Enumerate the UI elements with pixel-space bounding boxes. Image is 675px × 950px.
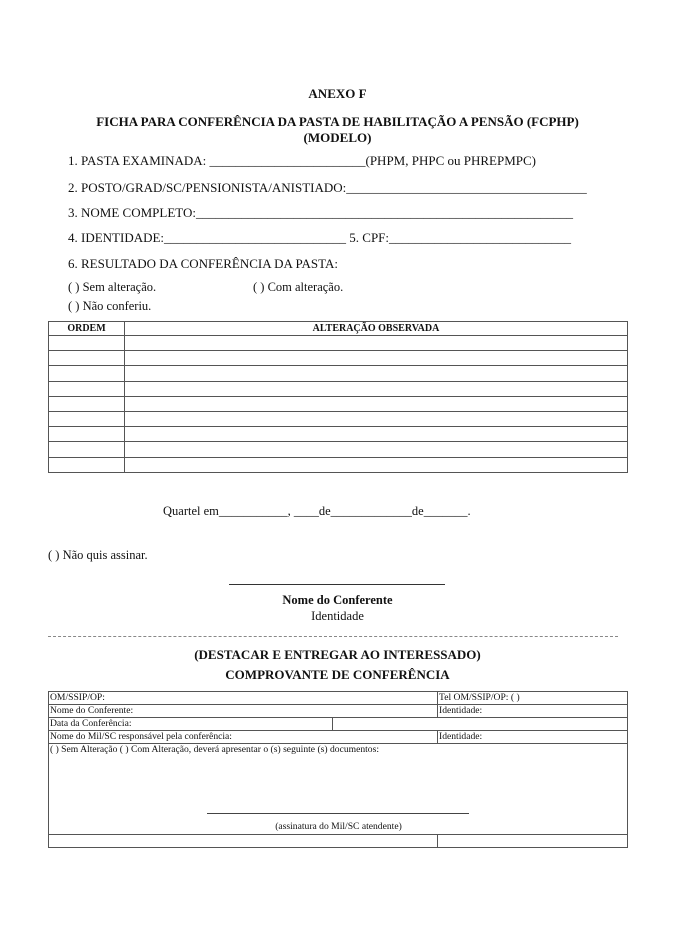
field-identidade-cpf: 4. IDENTIDADE:____________________________ 5. CPF:____________________________ <box>68 230 572 245</box>
alteracao-options: ( ) Sem Alteração ( ) Com Alteração, deverá apresentar o (s) seguinte (s) documentos: <box>50 744 379 755</box>
option-nao-conferiu: ( ) Não conferiu. <box>68 299 152 313</box>
table-row <box>49 351 628 366</box>
table-row <box>49 457 628 472</box>
quartel-date-line: Quartel em___________, ____de_____________de_______. <box>163 504 471 518</box>
cut-line <box>48 636 618 637</box>
header-ordem: ORDEM <box>49 322 125 336</box>
table-row <box>49 396 628 411</box>
signature-name: Nome do Conferente <box>282 593 393 607</box>
comprovante-title: COMPROVANTE DE CONFERÊNCIA <box>225 667 450 682</box>
table-header-row <box>49 322 628 336</box>
data-conferencia-label: Data da Conferência: <box>49 718 333 731</box>
table-row <box>49 744 628 835</box>
atendente-signature-line <box>207 813 469 814</box>
table-row <box>49 835 628 848</box>
option-com-alteracao: ( ) Com alteração. <box>253 280 344 294</box>
annex-title: ANEXO F <box>308 86 367 101</box>
identidade-label: Identidade: <box>438 731 628 744</box>
table-row <box>49 411 628 426</box>
table-row <box>49 336 628 351</box>
field-posto-grad: 2. POSTO/GRAD/SC/PENSIONISTA/ANISTIADO:_____________________________________ <box>68 180 587 195</box>
signature-identidade: Identidade <box>311 609 364 623</box>
option-sem-alteracao: ( ) Sem alteração. <box>68 280 157 294</box>
table-row <box>49 731 628 744</box>
nome-conferente-label: Nome do Conferente: <box>49 705 438 718</box>
table-row <box>49 705 628 718</box>
om-ssip-op-label: OM/SSIP/OP: <box>49 692 438 705</box>
table-row <box>49 442 628 457</box>
table-row <box>49 381 628 396</box>
tel-om-label: Tel OM/SSIP/OP: ( ) <box>438 692 628 705</box>
field-nome-completo: 3. NOME COMPLETO:__________________________________________________________ <box>68 205 573 220</box>
form-title: FICHA PARA CONFERÊNCIA DA PASTA DE HABILITAÇÃO A PENSÃO (FCPHP) <box>96 114 579 129</box>
nao-quis-assinar: ( ) Não quis assinar. <box>48 548 148 562</box>
table-row <box>49 366 628 381</box>
field-resultado: 6. RESULTADO DA CONFERÊNCIA DA PASTA: <box>68 256 339 271</box>
table-row <box>49 427 628 442</box>
field-pasta-examinada: 1. PASTA EXAMINADA: ________________________(PHPM, PHPC ou PHREPMPC) <box>68 153 536 168</box>
table-row <box>49 692 628 705</box>
alteracoes-table <box>48 321 628 473</box>
form-subtitle: (MODELO) <box>303 130 372 145</box>
identidade-label: Identidade: <box>438 705 628 718</box>
table-row <box>49 718 628 731</box>
comprovante-table <box>48 691 628 848</box>
destacar-heading: (DESTACAR E ENTREGAR AO INTERESSADO) <box>194 647 481 662</box>
signature-line <box>229 584 445 585</box>
documentos-box <box>49 744 628 835</box>
header-alteracao: ALTERAÇÃO OBSERVADA <box>125 322 628 336</box>
atendente-signature-caption: (assinatura do Mil/SC atendente) <box>275 821 402 832</box>
nome-mil-label: Nome do Mil/SC responsável pela conferência: <box>49 731 438 744</box>
